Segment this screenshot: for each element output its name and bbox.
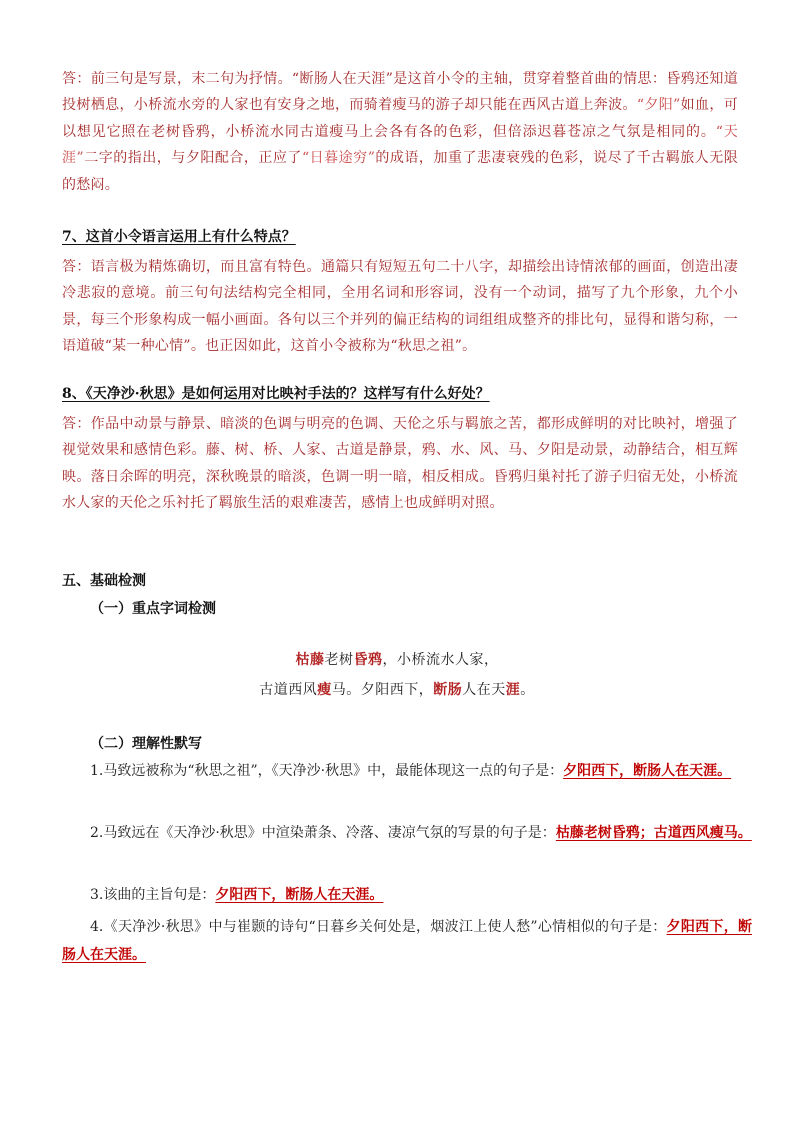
question-7-title: 7、这首小令语言运用上有什么特点？ bbox=[62, 229, 296, 245]
poem-text: 马。夕阳西下， bbox=[331, 682, 434, 698]
answer-8: 答：作品中动景与静景、暗淡的色调与明亮的色调、天伦之乐与羁旅之苦，都形成鲜明的对比映衬，增强了视觉效果和感情色彩。藤、树、桥、人家、古道是静景，鸦、水、风、马、夕阳是动景，动静结合，相互辉映。落日余晖的明亮，深秋晚景的暗淡，色调一明一暗，相反相成。昏鸦归巢衬托了游子归宿无处，小桥流水人家的天伦之乐衬托了羁旅生活的艰难凄苦，感情上也成鲜明对照。 bbox=[62, 416, 738, 512]
poem-text: 。 bbox=[520, 682, 535, 698]
answer-6-part2: 如血，可以想见它照在老树昏鸦，小桥流水同古道瘦马上会各有各的色彩，但倍添迟暮苍凉之气氛是相同的。 bbox=[62, 97, 738, 140]
dictation-question: 2.马致远在《天净沙·秋思》中渲染萧条、冷落、凄凉气氛的写景的句子是： bbox=[90, 825, 556, 841]
question-7 bbox=[62, 226, 742, 248]
dictation-item-1 bbox=[62, 758, 752, 786]
dictation-question: 4.《天净沙·秋思》中与崔颢的诗句“日暮乡关何处是，烟波江上使人愁”心情相似的句子是： bbox=[90, 919, 667, 935]
subsection-dictation: （二）理解性默写 bbox=[90, 736, 202, 752]
dictation-item-4 bbox=[62, 914, 752, 969]
poem-line-2 bbox=[0, 680, 794, 700]
question-8 bbox=[62, 383, 742, 405]
answer-6 bbox=[62, 66, 738, 198]
answer-6-part4: 的成语，加重了悲凄衰残的色彩，说尽了千古羁旅人无限的愁闷。 bbox=[62, 150, 739, 193]
answer-6-part3: 二字的指出，与夕阳配合，正应了 bbox=[83, 150, 302, 167]
answer-7: 答：语言极为精炼确切，而且富有特色。通篇只有短短五句二十八字，却描绘出诗情浓郁的画面，创造出凄冷悲寂的意境。前三句句法结构完全相同，全用名词和形容词，没有一个动词，描写了九个形象，九个小景，每三个形象构成一幅小画面。各句以三个并列的偏正结构的词组组成整齐的排比句，显得和谐匀称，一语道破“某一种心情”。也正因如此，这首小令被称为“秋思之祖”。 bbox=[62, 259, 738, 355]
answer-6-highlight-horizon: “天涯” bbox=[62, 123, 738, 167]
dictation-answer: 夕阳西下，断肠人在天涯。 bbox=[215, 887, 384, 903]
answer-6-part1: 答：前三句是写景，末二句为抒情。“断肠人在天涯”是这首小令的主轴，贯穿着整首曲的情思：昏鸦还知道投树栖息，小桥流水旁的人家也有安身之地，而骑着瘦马的游子却只能在西风古道上奔波。 bbox=[62, 71, 738, 114]
poem-text: 人在天 bbox=[462, 682, 506, 698]
poem-keyword: 昏鸦 bbox=[353, 652, 383, 668]
section-5-title: 五、基础检测 bbox=[62, 573, 146, 589]
dictation-question: 3.该曲的主旨句是： bbox=[90, 887, 216, 903]
poem-keyword: 涯 bbox=[505, 682, 521, 698]
poem-keyword: 瘦 bbox=[317, 682, 332, 698]
answer-6-highlight-idiom: “日暮途穷” bbox=[301, 150, 376, 167]
answer-6-highlight-sunset: “夕阳” bbox=[636, 97, 681, 114]
poem-keyword: 断肠 bbox=[433, 682, 463, 698]
poem-keyword: 枯藤 bbox=[295, 652, 325, 668]
dictation-answer: 夕阳西下，断肠人在天涯。 bbox=[563, 763, 732, 779]
dictation-question: 1.马致远被称为“秋思之祖”，《天净沙·秋思》中，最能体现这一点的句子是： bbox=[90, 763, 564, 779]
poem-text: 古道西风 bbox=[259, 682, 318, 698]
dictation-answer: 枯藤老树昏鸦；古道西风瘦马。 bbox=[555, 825, 752, 841]
poem-line-1 bbox=[0, 650, 794, 670]
dictation-item-3 bbox=[62, 882, 752, 910]
dictation-item-2 bbox=[62, 820, 752, 848]
dictation-answer: 夕阳西下，断肠人在天涯。 bbox=[62, 919, 753, 963]
subsection-key-words: （一）重点字词检测 bbox=[90, 601, 216, 617]
poem-text: 老树 bbox=[324, 652, 354, 668]
question-8-title: 8、《天净沙·秋思》是如何运用对比映衬手法的？这样写有什么好处？ bbox=[62, 386, 490, 402]
poem-text: ，小桥流水人家， bbox=[382, 652, 499, 668]
